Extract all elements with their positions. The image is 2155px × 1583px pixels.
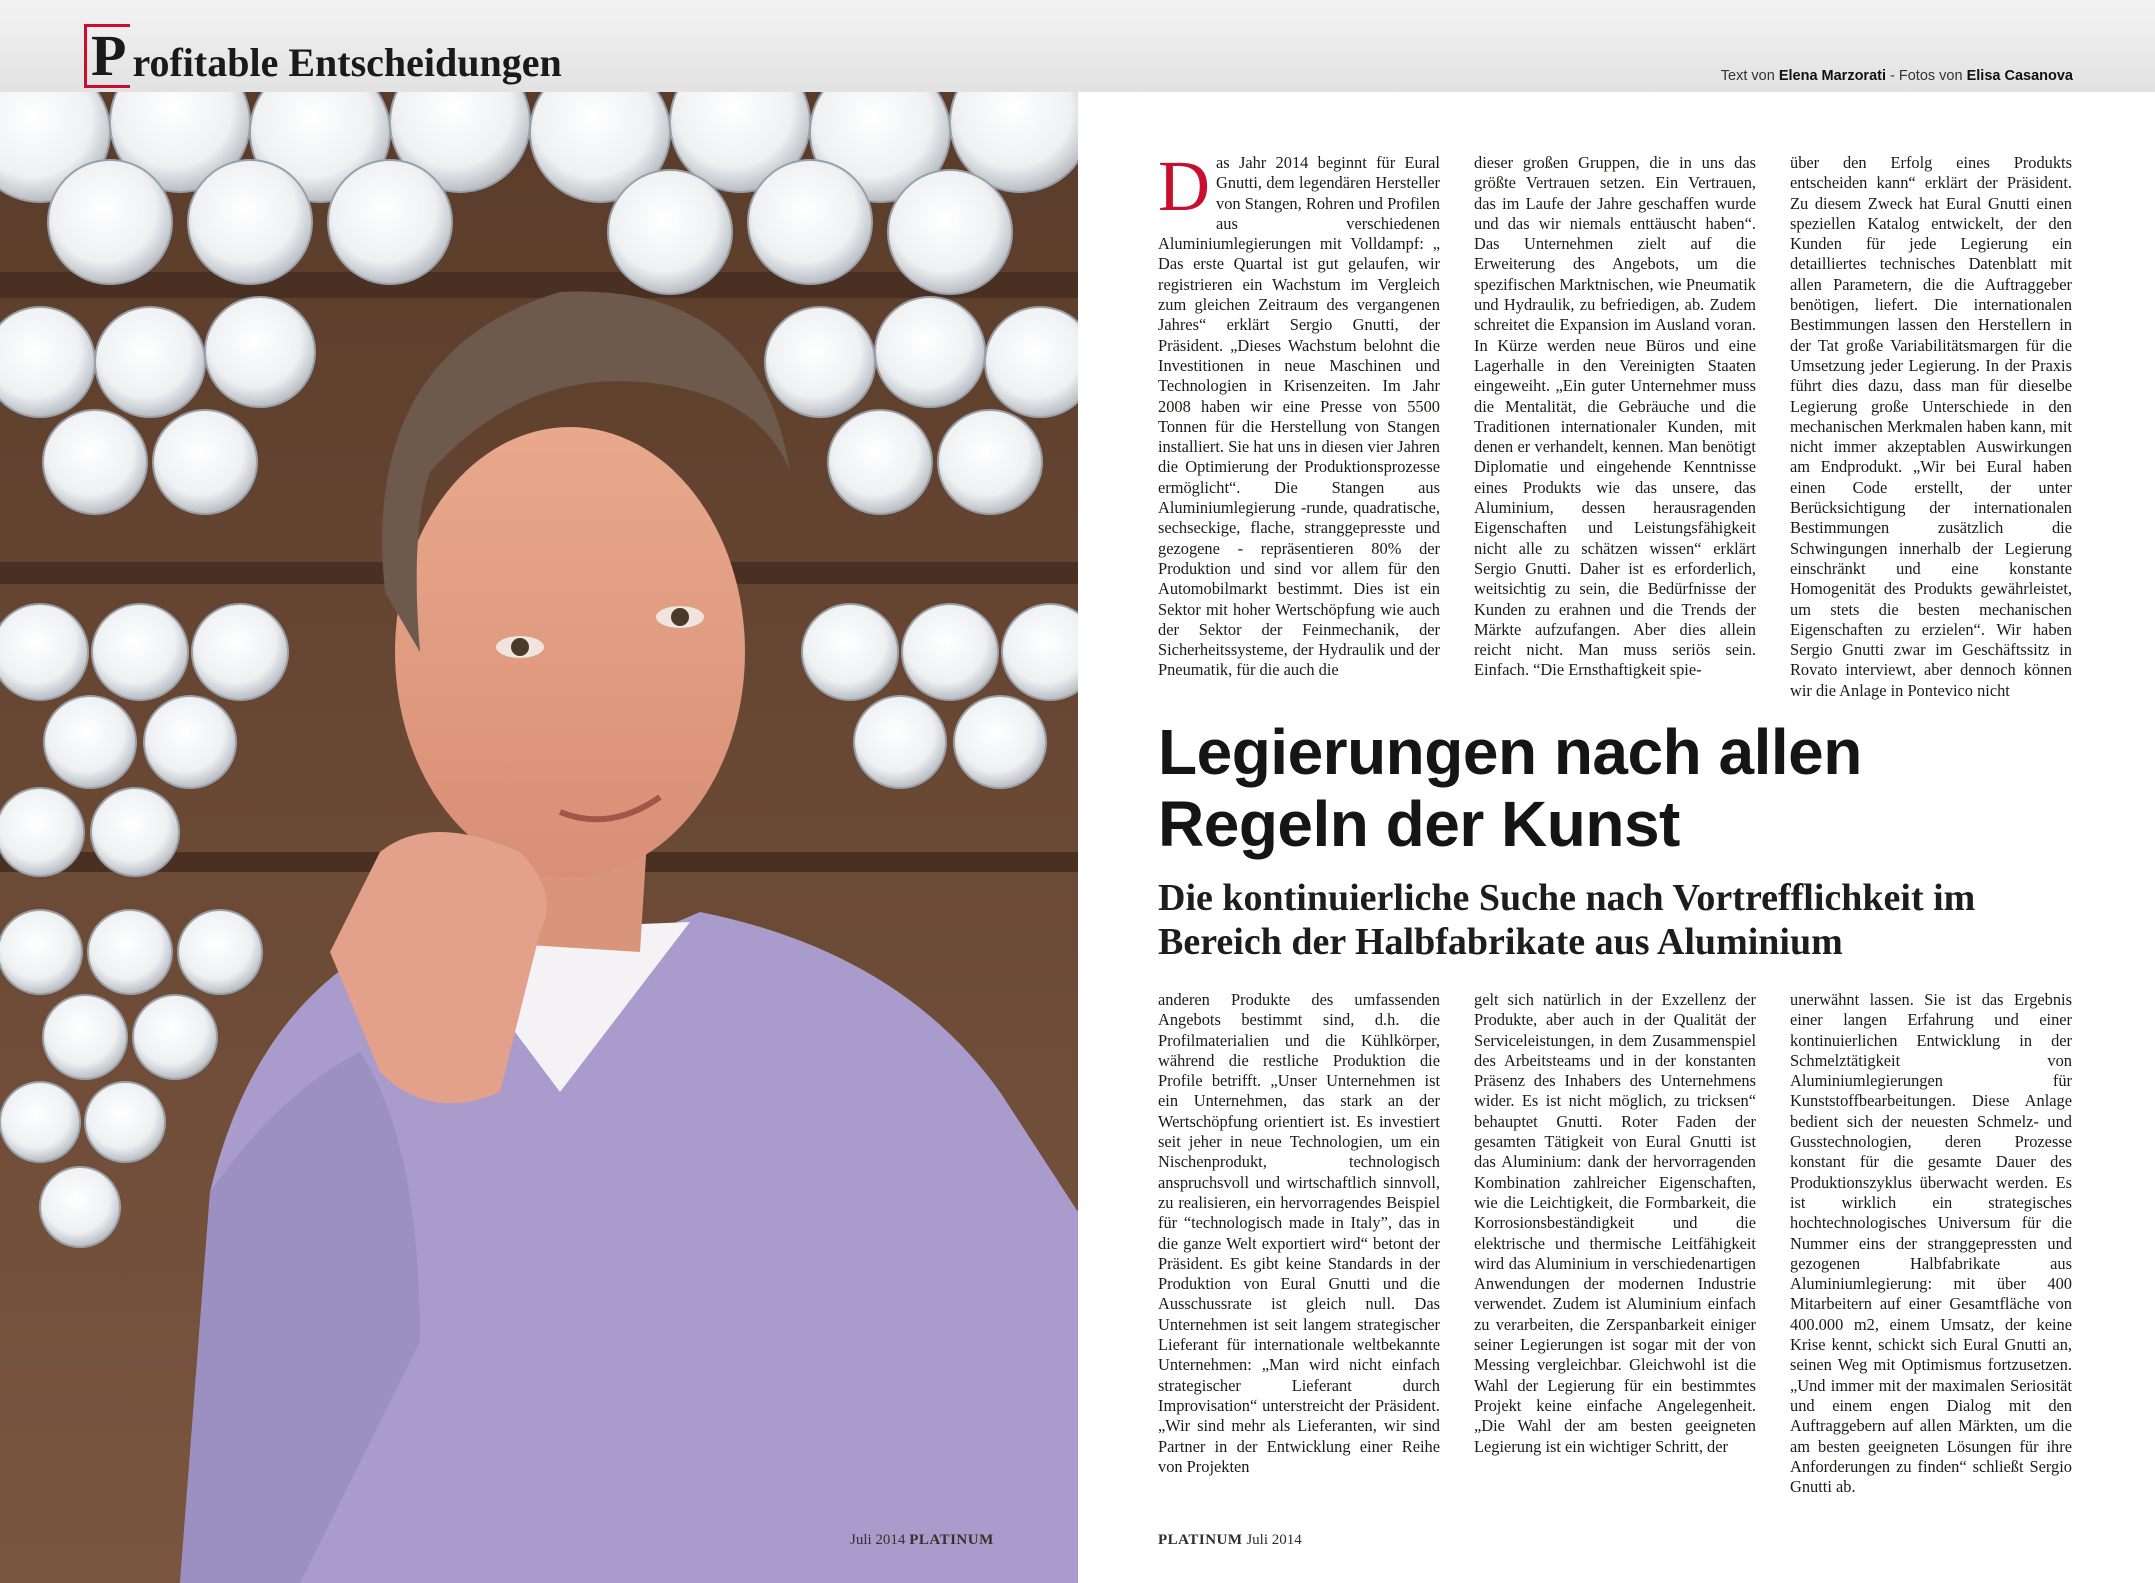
article-column-2-top: dieser großen Gruppen, die in uns das größte Vertrauen setzen. Ein Vertrauen, das im Laufe der Jahre geschaffen wurde und das wir niemals enttäuscht haben“. Das Unternehmen zielt auf die Erweiterung des Angebots, um die spezifischen Marktnischen, wie Pneumatik und Hydraulik, zu befriedigen, ab. Zudem schreitet die Expansion im Ausland voran. In Kürze werden neue Büros und eine Lagerhalle in den Vereinigten Staaten eingeweiht. „Ein guter Unternehmer muss die Mentalität, die Gebräuche und die Traditionen internationaler Kunden, mit denen er verhandelt, kennen. Man benötigt Diplomatie und eingehende Kenntnisse eines Produkts wie das unsere, das Aluminium, dessen herausragenden Eigenschaften und Leistungsfähigkeit nicht alle zu schätzen wissen“ erklärt Sergio Gnutti. Daher ist es erforderlich, weitsichtig zu sein, die Bedürfnisse der Kunden zu erahnen und die Trends der Märkte aufzufangen. Aber dies allein reicht nicht. Man muss seriös sein. Einfach. “Die Ernsthaftigkeit spie- [1474,153,1756,680]
headline-line-1: Legierungen nach allen [1158,716,1862,788]
left-page-folio [850,1532,994,1549]
left-folio-date: Juli 2014 [850,1532,910,1548]
article-subheadline [1158,876,2098,964]
headline-line-2: Regeln der Kunst [1158,788,1680,860]
section-title-text: rofitable Entscheidungen [132,40,562,85]
credits-author: Elena Marzorati [1778,68,1886,84]
article-column-3-bottom: unerwähnt lassen. Sie ist das Ergebnis einer langen Erfahrung und einer kontinuierlichen Entwicklung in der Schmelztätigkeit von Aluminiumlegierungen für Kunststoffbearbeitungen. Diese Anlage bedient sich der neuesten Schmelz- und Gusstechnologien, deren Prozesse konstant für die gesamte Dauer des Produktionszyklus überwacht werden. Es ist wirklich ein strategisches hochtechnologisches Universum für die Nummer eins der stranggepressten und gezogenen Halbfabrikate aus Aluminiumlegierung: mit über 400 Mitarbeitern auf einer Gesamtfläche von 400.000 m2, einem Umsatz, der keine Krise kennt, schickt sich Eural Gnutti an, seinen Weg mit Optimismus fortzusetzen. „Und immer mit der maximalen Seriosität und einem engen Dialog mit den Auftraggebern auf allen Märkten, um die am besten geeigneten Lösungen für ihre Anforderungen zu finden“ schließt Sergio Gnutti ab. [1790,990,2072,1497]
article-column-1-bottom: anderen Produkte des umfassenden Angebots bestimmt sind, d.h. die Profilmaterialien und die Kühlkörper, während die restliche Produktion die Profile betrifft. „Unser Unternehmen ist ein Unternehmen, das stark an der Wertschöpfung orientiert ist. Es investiert seit jeher in neue Technologien, um ein Nischenprodukt, technologisch anspruchsvoll und wirtschaftlich sinnvoll, zu realisieren, ein hervorragendes Beispiel für “technologisch made in Italy”, das in die ganze Welt exportiert wird“ betont der Präsident. Es gibt keine Standards in der Produktion von Eural Gnutti und die Ausschussrate ist gleich null. Das Unternehmen ist seit langem strategischer Lieferant für internationale weltbekannte Unternehmen: „Man wird nicht einfach strategischer Lieferant durch Improvisation“ unterstreicht der Präsident. „Wir sind mehr als Lieferanten, wir sind Partner in der Entwicklung einer Reihe von Projekten [1158,990,1440,1476]
portrait-photo [0,92,1078,1583]
section-title [84,22,562,88]
article-column-1-top [1158,153,1440,705]
article-headline [1158,716,2098,860]
drop-cap: D [1158,153,1210,226]
right-folio-date: Juli 2014 [1242,1532,1302,1548]
credits-photo-label: - Fotos von [1886,68,1967,84]
article-column-2-bottom: gelt sich natürlich in der Exzellenz der Produkte, aber auch in der Qualität der Serviceleistungen, in dem Zusammenspiel des Arbeitsteams und in der konstanten Präsenz des Inhabers des Unternehmens wider. Es ist nicht möglich, zu tricksen“ behauptet Gnutti. Roter Faden der gesamten Tätigkeit von Eural Gnutti ist das Aluminium: dank der hervorragenden Kombination zahlreicher Eigenschaften, wie die Leichtigkeit, die Formbarkeit, die Korrosionsbeständigkeit und die elektrische und thermische Leitfähigkeit wird das Aluminium in verschiedenartigen Anwendungen der modernen Industrie verwendet. Zudem ist Aluminium einfach zu verarbeiten, die Zerspanbarkeit einiger seiner Legierungen ist sogar mit der von Messing vergleichbar. Gleichwohl ist die Wahl der Legierung für ein bestimmtes Projekt keine einfache Angelegenheit. „Die Wahl der am besten geeigneten Legierung ist ein wichtiger Schritt, der [1474,990,1756,1456]
column-1-top-text: as Jahr 2014 beginnt für Eural Gnutti, dem legendären Hersteller von Stangen, Rohren und Profilen aus verschiedenen Aluminiumlegierungen mit Volldampf: „ Das erste Quartal ist gut gelaufen, wir registrieren ein Wachstum im Vergleich zum gleichen Zeitraum des vergangenen Jahres“ erklärt Sergio Gnutti, der Präsident. „Dieses Wachstum belohnt die Investitionen in neue Maschinen und Technologien in Krisenzeiten. Im Jahr 2008 haben wir eine Presse von 5500 Tonnen für die Herstellung von Stangen installiert. Sie hat uns in diesen vier Jahren die Optimierung der Produktionsprozesse ermöglicht“. Die Stangen aus Aluminiumlegierung -runde, quadratische, sechseckige, flache, stranggepresste und gezogene - repräsentieren 80% der Produktion und sind vor allem für den Automobilmarkt bestimmt. Dies ist ein Sektor mit hoher Wertschöpfung wie auch der Sektor der Feinmechanik, der Sicherheitssysteme, der Hydraulik und der Pneumatik, für die auch die [1158,153,1440,680]
credits-text-label: Text von [1720,68,1779,84]
subhead-line-2: Bereich der Halbfabrikate aus Aluminium [1158,921,1843,963]
right-page-folio [1158,1532,1302,1549]
section-title-initial: P [84,24,130,88]
photo-text-credits [1721,68,2073,84]
credits-photographer: Elisa Casanova [1966,68,2073,84]
subhead-line-1: Die kontinuierliche Suche nach Vortrefflichkeit im [1158,877,1976,919]
article-column-3-top: über den Erfolg eines Produkts entscheiden kann“ erklärt der Präsident. Zu diesem Zweck hat Eural Gnutti einen speziellen Katalog entwickelt, der den Kunden für jede Legierung ein detailliertes technisches Datenblatt mit allen Parametern, die die Auftraggeber benötigen, liefert. Die internationalen Bestimmungen lassen den Herstellern in der Tat große Variabilitätsmargen für die Umsetzung jeder Legierung. In der Praxis führt dies dazu, dass man für dieselbe Legierung große Unterschiede in den mechanischen Merkmalen haben kann, mit nicht immer akzeptablen Auswirkungen am Endprodukt. „Wir bei Eural haben einen Code erstellt, der unter Berücksichtigung der internationalen Bestimmungen zusätzlich die Schwingungen innerhalb der Legierung einschränkt und eine konstante Homogenität des Produkts gewährleistet, um stets die besten mechanischen Eigenschaften zu erzielen“. Wir haben Sergio Gnutti zwar im Geschäftssitz in Rovato interviewt, aber dennoch können wir die Anlage in Pontevico nicht [1790,153,2072,700]
portrait-illustration [0,92,1078,1583]
right-folio-brand: PLATINUM [1158,1532,1243,1548]
left-folio-brand: PLATINUM [909,1532,994,1548]
